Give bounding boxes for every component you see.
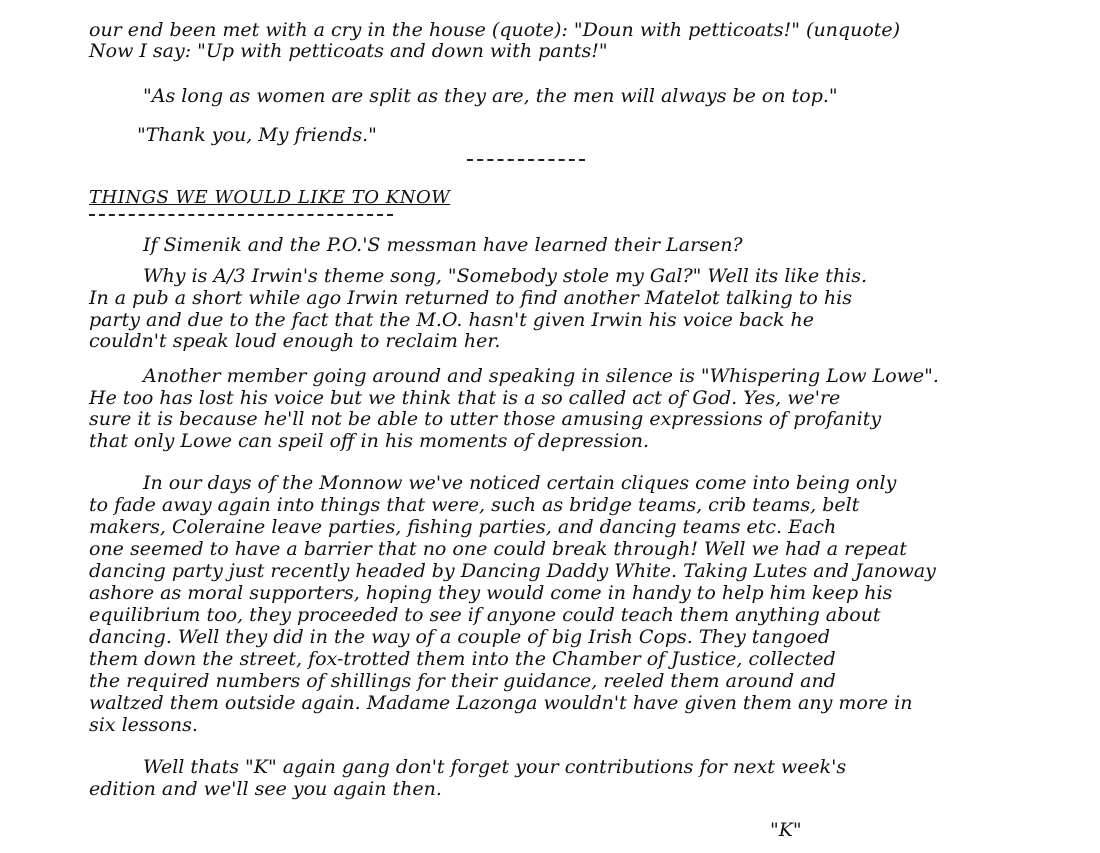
intro-line-1: our end been met with a cry in the house (quote): "Doun with petticoats!" (unquote) [89, 19, 901, 41]
paragraph2-line-3: party and due to the fact that the M.O. hasn't given Irwin his voice back he [89, 309, 815, 331]
paragraph4-line-1: In our days of the Monnow we've noticed certain cliques come into being only [143, 472, 897, 494]
section-heading: THINGS WE WOULD LIKE TO KNOW [89, 187, 451, 208]
paragraph4-line-9: them down the street, fox-trotted them into the Chamber of Justice, collected [89, 648, 836, 670]
paragraph2-line-2: In a pub a short while ago Irwin returned to find another Matelot talking to his [89, 287, 852, 309]
paragraph4-line-5: dancing party just recently headed by Dancing Daddy White. Taking Lutes and Janoway [89, 560, 936, 582]
paragraph2-line-4: couldn't speak loud enough to reclaim her. [89, 330, 501, 352]
paragraph3-line-2: He too has lost his voice but we think that is a so called act of God. Yes, we're [89, 387, 841, 409]
paragraph4-line-8: dancing. Well they did in the way of a couple of big Irish Cops. They tangoed [89, 626, 831, 648]
paragraph4-line-2: to fade away again into things that were, such as bridge teams, crib teams, belt [89, 494, 860, 516]
paragraph1-line-1: If Simenik and the P.O.'S messman have learned their Larsen? [143, 234, 743, 256]
heading-underline [89, 214, 393, 216]
paragraph3-line-4: that only Lowe can speil off in his moments of depression. [89, 430, 650, 452]
paragraph4-line-12: six lessons. [89, 714, 198, 736]
paragraph2-line-1: Why is A/3 Irwin's theme song, "Somebody stole my Gal?" Well its like this. [143, 265, 868, 287]
paragraph4-line-6: ashore as moral supporters, hoping they would come in handy to help him keep his [89, 582, 893, 604]
paragraph3-line-1: Another member going around and speaking in silence is "Whispering Low Lowe". [143, 365, 939, 387]
paragraph3-line-3: sure it is because he'll not be able to utter those amusing expressions of profanity [89, 408, 882, 430]
section-divider [467, 159, 585, 161]
quote-line-2: "Thank you, My friends." [137, 124, 377, 146]
paragraph4-line-10: the required numbers of shillings for their guidance, reeled them around and [89, 670, 836, 692]
paragraph4-line-3: makers, Coleraine leave parties, fishing parties, and dancing teams etc. Each [89, 516, 837, 538]
paragraph4-line-4: one seemed to have a barrier that no one could break through! Well we had a repeat [89, 538, 907, 560]
paragraph5-line-2: edition and we'll see you again then. [89, 778, 442, 800]
paragraph4-line-7: equilibrium too, they proceeded to see if anyone could teach them anything about [89, 604, 881, 626]
quote-line-1: "As long as women are split as they are, the men will always be on top." [143, 85, 838, 107]
signature: "K" [770, 819, 802, 841]
intro-line-2: Now I say: "Up with petticoats and down with pants!" [89, 40, 608, 62]
paragraph5-line-1: Well thats "K" again gang don't forget your contributions for next week's [143, 756, 847, 778]
paragraph4-line-11: waltzed them outside again. Madame Lazonga wouldn't have given them any more in [89, 692, 913, 714]
